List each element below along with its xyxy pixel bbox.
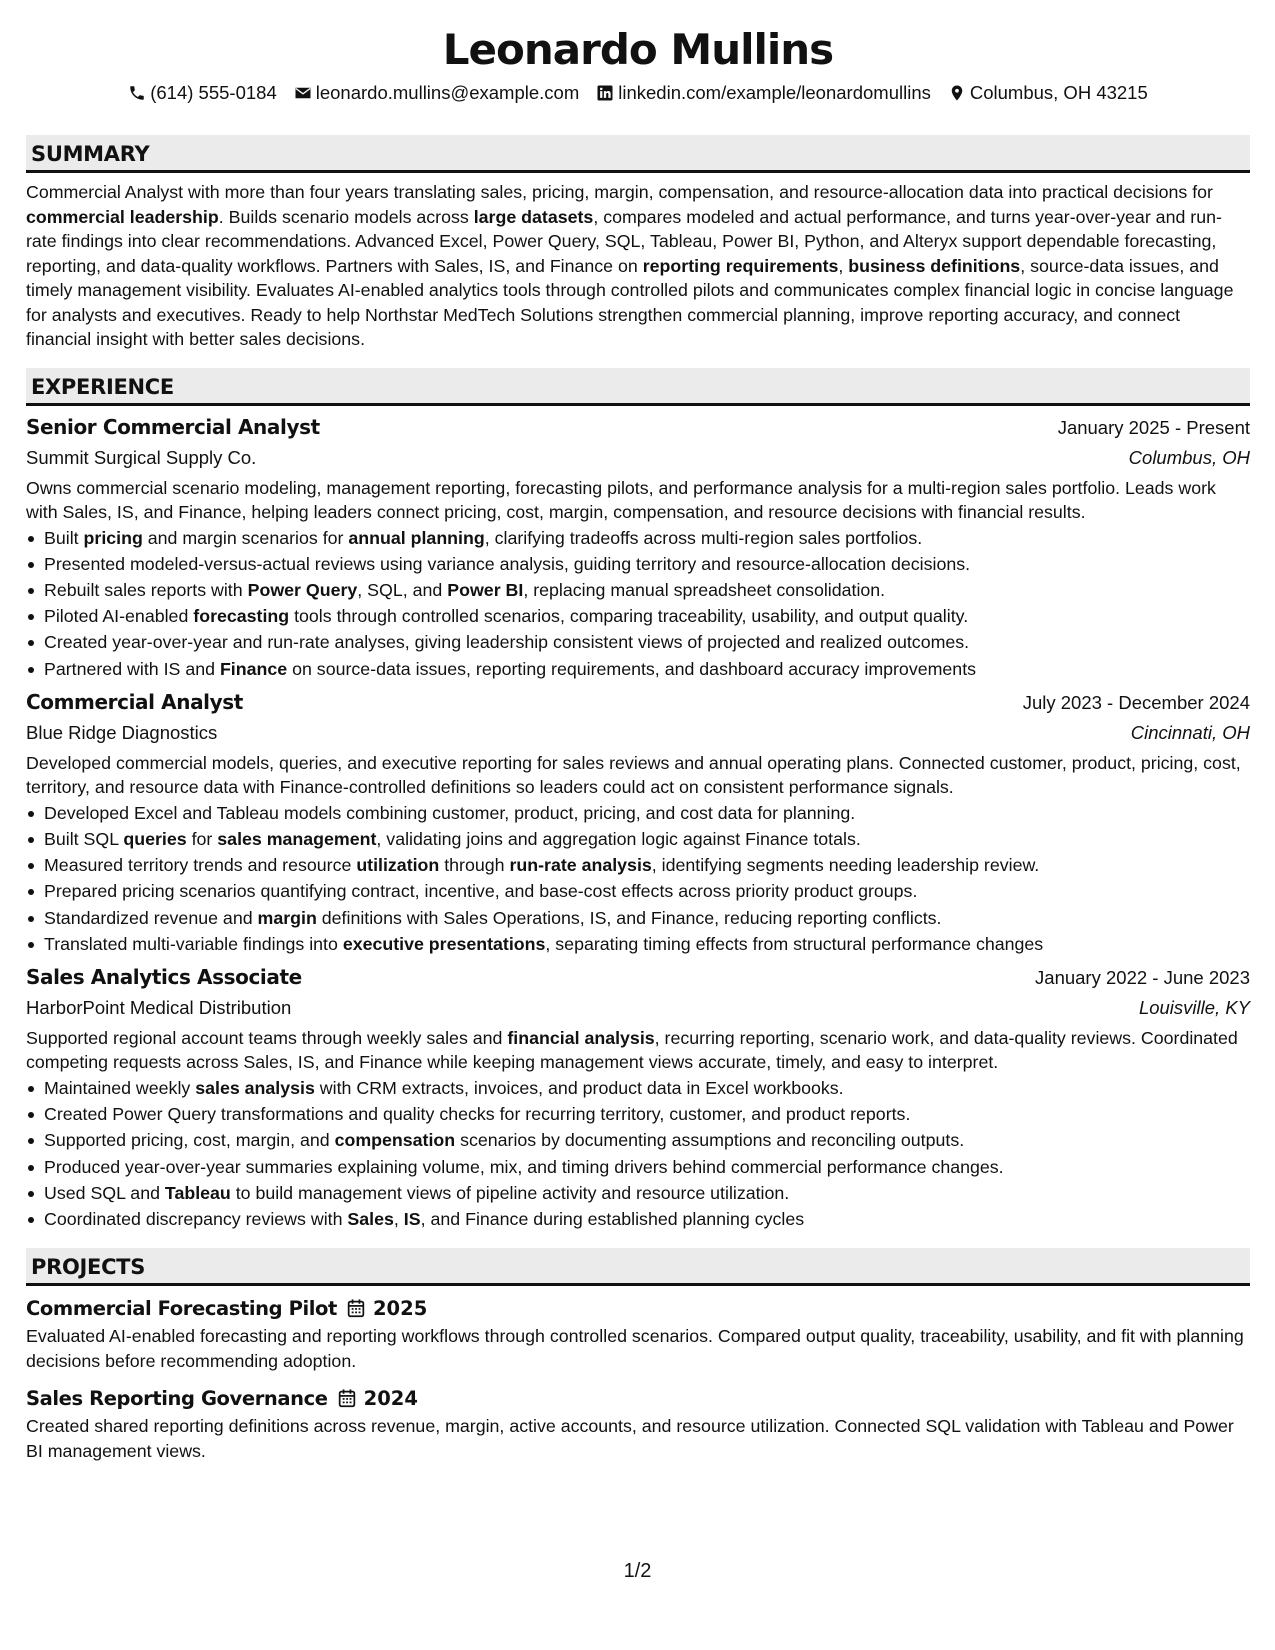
bold-text: financial analysis bbox=[507, 1027, 655, 1048]
bold-text: compensation bbox=[334, 1130, 456, 1151]
bullet-item: Created Power Query transformations and quality checks for recurring territory, customer, and product reports. bbox=[44, 1101, 1250, 1127]
bold-text: Power Query bbox=[247, 579, 358, 600]
bullet-item: Built pricing and margin scenarios for annual planning, clarifying tradeoffs across multi-region sales portfolios. bbox=[44, 525, 1250, 551]
map-pin-icon bbox=[948, 84, 966, 102]
contact-linkedin[interactable] bbox=[596, 82, 931, 104]
bold-text: business definitions bbox=[848, 255, 1021, 276]
job-location: Columbus, OH bbox=[1128, 446, 1250, 468]
projects-heading: PROJECTS bbox=[26, 1248, 1250, 1286]
job-title: Commercial Analyst bbox=[26, 689, 243, 714]
contact-email[interactable] bbox=[294, 82, 580, 104]
bold-text: forecasting bbox=[193, 606, 290, 627]
company-name: Blue Ridge Diagnostics bbox=[26, 721, 218, 743]
bullet-item: Measured territory trends and resource utilization through run-rate analysis, identifying segments needing leadership review. bbox=[44, 852, 1250, 878]
job-description: Owns commercial scenario modeling, management reporting, forecasting pilots, and performance analysis for a multi-region sales portfolio. Leads work with Sales, IS, and Finance, helping leaders connect pricing, cost, margin, compensation, and resource decisions with financial results. bbox=[26, 477, 1216, 522]
project-entry bbox=[26, 1293, 1250, 1373]
bold-text: queries bbox=[123, 828, 187, 849]
project-year-text: 2024 bbox=[363, 1386, 418, 1410]
bold-text: margin bbox=[257, 907, 317, 928]
bullet-item: Created year-over-year and run-rate analyses, giving leadership consistent views of projected and realized outcomes. bbox=[44, 629, 1250, 655]
bold-text: IS bbox=[403, 1208, 421, 1229]
project-description: Evaluated AI-enabled forecasting and reporting workflows through controlled scenarios. Compared output quality, traceability, usability, and fit with planning decisions before recommending adoption. bbox=[26, 1326, 1244, 1371]
bold-text: reporting requirements bbox=[642, 255, 839, 276]
summary-text: Commercial Analyst with more than four years translating sales, pricing, margin, compensation, and resource-allocation data into practical decisions for commercial leadership. Builds scenario models across large datasets, compares modeled and actual performance, and turns year-over-year and run-rate findings into clear recommendations. Advanced Excel, Power Query, SQL, Tableau, Power BI, Python, and Alteryx support dependable forecasting, reporting, and data-quality workflows. Partners with Sales, IS, and Finance on reporting requirements, business definitions, source-data issues, and timely management visibility. Evaluates AI-enabled analytics tools through controlled pilots and communicates complex financial logic in concise language for analysts and executives. Ready to help Northstar MedTech Solutions strengthen commercial planning, improve reporting accuracy, and connect financial insight with better sales decisions. bbox=[26, 182, 1234, 349]
bullet-item: Prepared pricing scenarios quantifying contract, incentive, and base-cost effects across priority product groups. bbox=[44, 878, 1250, 904]
project-entry bbox=[26, 1383, 1250, 1463]
bold-text: large datasets bbox=[473, 206, 594, 227]
resume-page bbox=[26, 0, 1250, 1463]
bullet-item: Piloted AI-enabled forecasting tools through controlled scenarios, comparing traceability, usability, and output quality. bbox=[44, 603, 1250, 629]
contact-bar bbox=[26, 80, 1250, 106]
bold-text: pricing bbox=[83, 527, 143, 548]
bullet-item: Standardized revenue and margin definitions with Sales Operations, IS, and Finance, reducing reporting conflicts. bbox=[44, 905, 1250, 931]
bullet-item: Developed Excel and Tableau models combining customer, product, pricing, and cost data for planning. bbox=[44, 800, 1250, 826]
contact-phone[interactable] bbox=[128, 82, 277, 104]
envelope-icon bbox=[294, 84, 312, 102]
bullet-item: Built SQL queries for sales management, validating joins and aggregation logic against Finance totals. bbox=[44, 826, 1250, 852]
job-bullets bbox=[26, 800, 1250, 957]
job-dates: January 2025 - Present bbox=[1057, 416, 1250, 438]
project-year-text: 2025 bbox=[372, 1296, 428, 1320]
job-bullets bbox=[26, 1075, 1250, 1232]
summary-heading: SUMMARY bbox=[26, 135, 1250, 173]
bold-text: executive presentations bbox=[342, 933, 546, 954]
page-number: 1/2 bbox=[623, 1560, 652, 1582]
bold-text: sales analysis bbox=[195, 1077, 315, 1098]
bold-text: utilization bbox=[356, 855, 440, 876]
bullet-item: Used SQL and Tableau to build management views of pipeline activity and resource utilization. bbox=[44, 1180, 1250, 1206]
bullet-item: Maintained weekly sales analysis with CRM extracts, invoices, and product data in Excel workbooks. bbox=[44, 1075, 1250, 1101]
bullet-item: Supported pricing, cost, margin, and compensation scenarios by documenting assumptions and reconciling outputs. bbox=[44, 1127, 1250, 1153]
phone-icon bbox=[128, 84, 146, 102]
company-name: HarborPoint Medical Distribution bbox=[26, 996, 292, 1018]
project-description: Created shared reporting definitions across revenue, margin, active accounts, and resource utilization. Connected SQL validation with Tableau and Power BI management views. bbox=[26, 1416, 1234, 1461]
contact-location bbox=[948, 82, 1148, 104]
bold-text: commercial leadership bbox=[26, 206, 219, 227]
bold-text: Sales bbox=[347, 1208, 394, 1229]
job-entry bbox=[26, 412, 1250, 682]
bullet-item: Coordinated discrepancy reviews with Sales, IS, and Finance during established planning cycles bbox=[44, 1206, 1250, 1232]
project-year bbox=[338, 1387, 418, 1410]
location-text: Columbus, OH 43215 bbox=[969, 82, 1148, 103]
experience-heading: EXPERIENCE bbox=[26, 368, 1250, 406]
job-bullets bbox=[26, 525, 1250, 682]
calendar-icon bbox=[347, 1299, 365, 1318]
project-year bbox=[347, 1297, 427, 1320]
bold-text: run-rate analysis bbox=[509, 855, 652, 876]
job-entry bbox=[26, 962, 1250, 1232]
bold-text: Power BI bbox=[447, 579, 524, 600]
job-description: Supported regional account teams through weekly sales and financial analysis, recurring reporting, scenario work, and data-quality reviews. Coordinated competing requests across Sales, IS, and Finance while keeping management views accurate, timely, and easy to interpret. bbox=[26, 1027, 1238, 1073]
candidate-name: Leonardo Mullins bbox=[442, 25, 834, 74]
linkedin-text: linkedin.com/example/leonardomullins bbox=[618, 82, 931, 103]
bullet-item: Partnered with IS and Finance on source-data issues, reporting requirements, and dashboard accuracy improvements bbox=[44, 656, 1250, 682]
bold-text: annual planning bbox=[348, 527, 485, 548]
bullet-item: Translated multi-variable findings into executive presentations, separating timing effects from structural performance changes bbox=[44, 931, 1250, 957]
calendar-icon bbox=[338, 1389, 356, 1408]
bold-text: sales management bbox=[217, 828, 377, 849]
bullet-item: Produced year-over-year summaries explaining volume, mix, and timing drivers behind commercial performance changes. bbox=[44, 1154, 1250, 1180]
company-name: Summit Surgical Supply Co. bbox=[26, 446, 257, 468]
bullet-item: Rebuilt sales reports with Power Query, SQL, and Power BI, replacing manual spreadsheet consolidation. bbox=[44, 577, 1250, 603]
job-description: Developed commercial models, queries, and executive reporting for sales reviews and annual operating plans. Connected customer, product, pricing, cost, territory, and resource data with Finance-controlled definitions so leaders could act on consistent performance signals. bbox=[26, 752, 1241, 798]
job-dates: July 2023 - December 2024 bbox=[1022, 691, 1250, 713]
project-title: Sales Reporting Governance bbox=[26, 1386, 328, 1410]
bold-text: Tableau bbox=[164, 1182, 231, 1203]
job-dates: January 2022 - June 2023 bbox=[1035, 966, 1250, 988]
linkedin-icon bbox=[596, 84, 614, 102]
project-title: Commercial Forecasting Pilot bbox=[26, 1296, 337, 1320]
bold-text: Finance bbox=[219, 658, 288, 679]
job-location: Louisville, KY bbox=[1138, 996, 1250, 1018]
job-entry bbox=[26, 687, 1250, 957]
job-title: Senior Commercial Analyst bbox=[26, 414, 320, 439]
bullet-item: Presented modeled-versus-actual reviews using variance analysis, guiding territory and resource-allocation decisions. bbox=[44, 551, 1250, 577]
job-location: Cincinnati, OH bbox=[1130, 721, 1250, 743]
job-title: Sales Analytics Associate bbox=[26, 964, 302, 989]
phone-text: (614) 555-0184 bbox=[150, 82, 277, 103]
email-text: leonardo.mullins@example.com bbox=[315, 82, 580, 103]
